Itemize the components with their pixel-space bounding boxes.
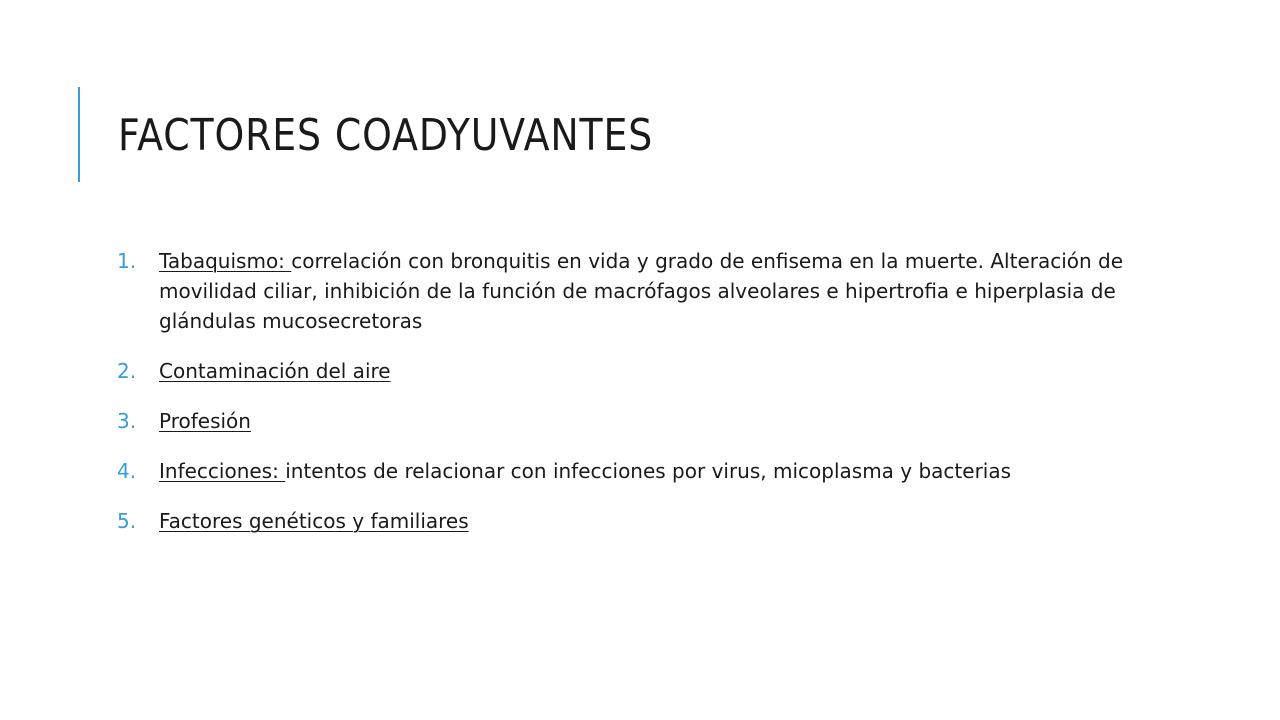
list-item-text: correlación con bronquitis en vida y grado de enfisema en la muerte. Alteración de movilidad ciliar, inhibición de la función de macrófagos alveolares e hipertrofia e hiperplasia de glándulas mucosecretoras	[159, 249, 1124, 333]
list-item	[117, 506, 1137, 536]
list-item-term: Factores genéticos y familiares	[159, 509, 469, 533]
list-item-number: 5.	[117, 509, 137, 533]
list-item-term: Contaminación del aire	[159, 359, 391, 383]
list-item-term: Infecciones:	[159, 459, 286, 483]
list-item-number: 2.	[117, 359, 137, 383]
list-item-term: Tabaquismo:	[159, 249, 292, 273]
title-accent-bar	[78, 87, 80, 182]
slide-title: FACTORES COADYUVANTES	[118, 110, 654, 161]
list-item-number: 4.	[117, 459, 137, 483]
list-item-term: Profesión	[159, 409, 251, 433]
list-item	[117, 356, 1137, 386]
list-item	[117, 406, 1137, 436]
list-item-text: intentos de relacionar con infecciones por virus, micoplasma y bacterias	[285, 459, 1012, 483]
list-item	[117, 246, 1137, 336]
list-item	[117, 456, 1137, 486]
list-item-number: 3.	[117, 409, 137, 433]
factors-list	[117, 246, 1137, 556]
list-item-number: 1.	[117, 249, 137, 273]
